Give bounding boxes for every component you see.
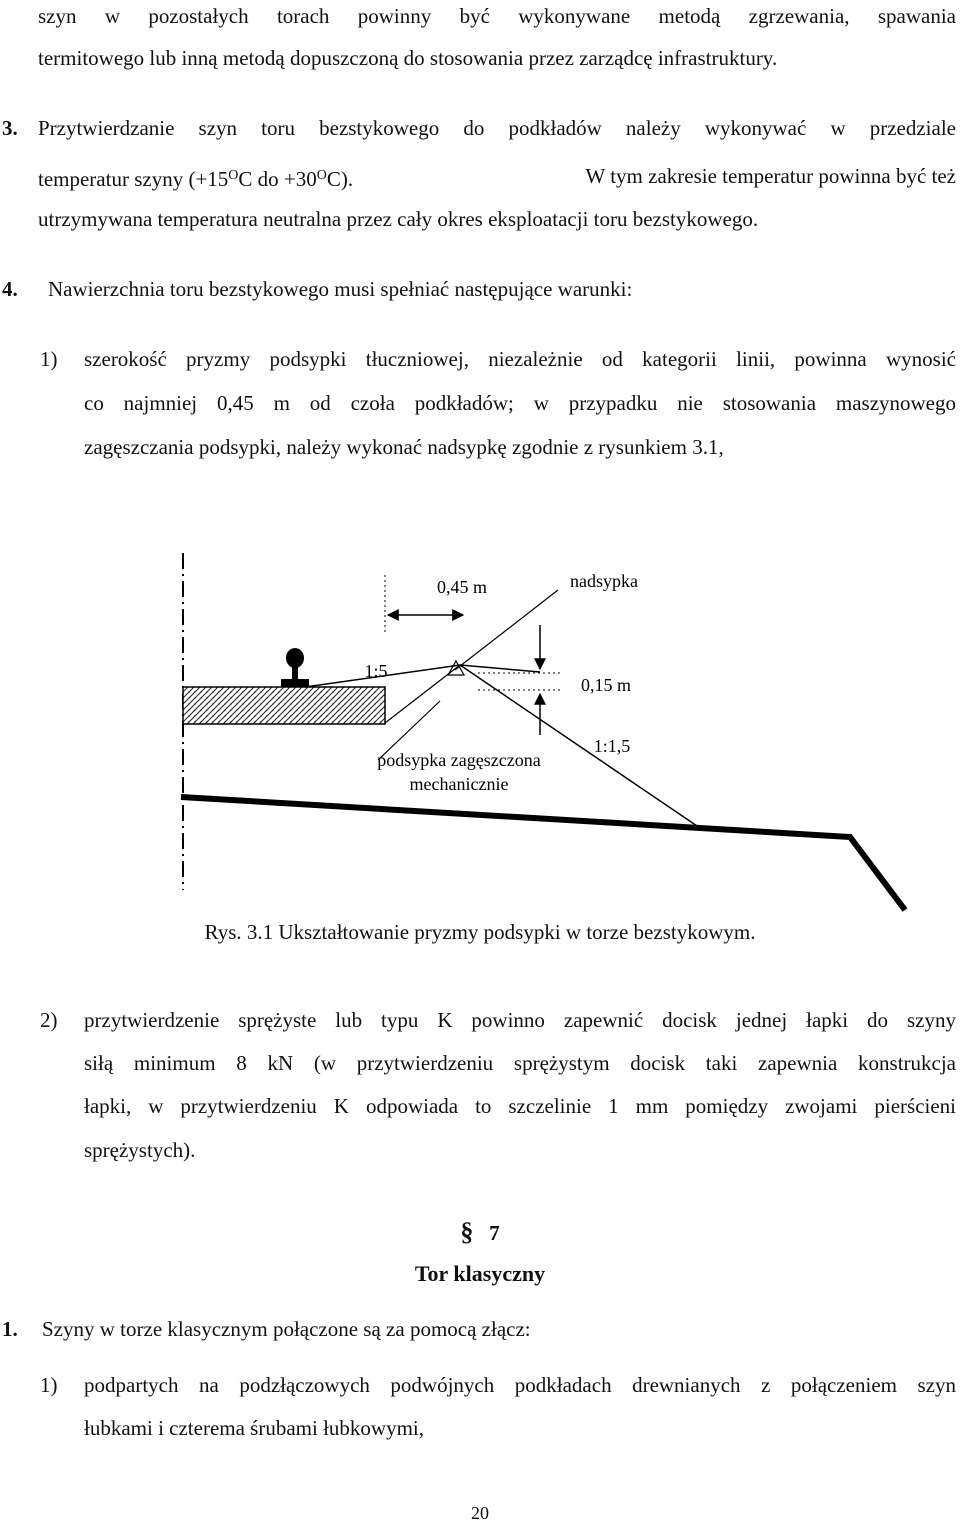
section-point-1-text: Szyny w torze klasycznym połączone są za pomocą złącz: xyxy=(42,1317,531,1341)
item-2-line-3: łapki, w przytwierdzeniu K odpowiada to szczelinie 1 mm pomiędzy zwojami pierścieni xyxy=(84,1094,956,1118)
temp-range-a: temperatur szyny (+15 xyxy=(38,167,229,191)
section-item-1-number: 1) xyxy=(40,1373,58,1397)
section-number xyxy=(0,1216,960,1249)
sleeper xyxy=(183,687,385,724)
ballast-top-slope xyxy=(305,665,540,687)
section-symbol: § xyxy=(460,1217,474,1246)
nadsypka-leader xyxy=(455,590,558,670)
point-3-line-2-rest: W tym zakresie temperatur powinna być też xyxy=(585,164,956,188)
figure-caption: Rys. 3.1 Ukształtowanie pryzmy podsypki w torze bezstykowym. xyxy=(204,920,756,944)
label-nadsypka: nadsypka xyxy=(570,571,638,591)
point-3-number: 3. xyxy=(2,116,18,140)
section-point-1-number: 1. xyxy=(2,1317,18,1341)
section-title: Tor klasyczny xyxy=(414,1261,546,1286)
page-number: 20 xyxy=(471,1503,489,1523)
temp-range-c: C). xyxy=(326,167,354,191)
item-1-number: 1) xyxy=(40,347,58,371)
point-4-text: Nawierzchnia toru bezstykowego musi spełniać następujące warunki: xyxy=(48,277,633,301)
item-1-line-1: szerokość pryzmy podsypki tłuczniowej, niezależnie od kategorii linii, powinna wynosić xyxy=(84,347,956,371)
item-2-line-1: przytwierdzenie sprężyste lub typu K powinno zapewnić docisk jednej łapki do szyny xyxy=(84,1008,956,1032)
label-1-5: 1:5 xyxy=(364,661,388,681)
label-0-45: 0,45 m xyxy=(436,577,488,597)
rail-icon xyxy=(281,648,309,687)
section-item-1-line-2: łubkami i czterema śrubami łubkowymi, xyxy=(84,1416,424,1440)
item-2-line-2: siłą minimum 8 kN (w przytwierdzeniu sprężystym docisk taki zapewnia konstrukcja xyxy=(84,1051,956,1075)
label-0-15: 0,15 m xyxy=(580,675,632,695)
item-2-line-4: sprężystych). xyxy=(84,1138,196,1162)
intro-line-1: szyn w pozostałych torach powinny być wykonywane metodą zgrzewania, spawania xyxy=(38,4,956,28)
section-number-value: 7 xyxy=(489,1221,500,1245)
label-1-1-5: 1:1,5 xyxy=(593,736,631,756)
point-3-line-1: Przytwierdzanie szyn toru bezstykowego do podkładów należy wykonywać w przedziale xyxy=(38,116,956,140)
temp-range-b: C do +30 xyxy=(238,167,317,191)
item-2-number: 2) xyxy=(40,1008,58,1032)
degree-sign: O xyxy=(228,168,239,183)
item-1-line-2: co najmniej 0,45 m od czoła podkładów; w przypadku nie stosowania maszynowego xyxy=(84,391,956,415)
degree-sign: O xyxy=(316,168,327,183)
item-1-line-3: zagęszczania podsypki, należy wykonać nadsypkę zgodnie z rysunkiem 3.1, xyxy=(84,435,724,459)
section-item-1-line-1: podpartych na podzłączowych podwójnych podkładach drewnianych z połączeniem szyn xyxy=(84,1373,956,1397)
subgrade-formation xyxy=(181,797,905,910)
intro-line-2: termitowego lub inną metodą dopuszczoną do stosowania przez zarządcę infrastruktury. xyxy=(38,46,778,70)
point-3-line-3: utrzymywana temperatura neutralna przez cały okres eksploatacji toru bezstykowego. xyxy=(38,207,759,231)
ballast-prism-figure xyxy=(0,545,960,915)
point-4-number: 4. xyxy=(2,277,18,301)
label-podsypka-line-2: mechanicznie xyxy=(409,774,509,794)
point-3-line-2 xyxy=(38,162,956,193)
label-podsypka-line-1: podsypka zagęszczona xyxy=(377,750,541,770)
